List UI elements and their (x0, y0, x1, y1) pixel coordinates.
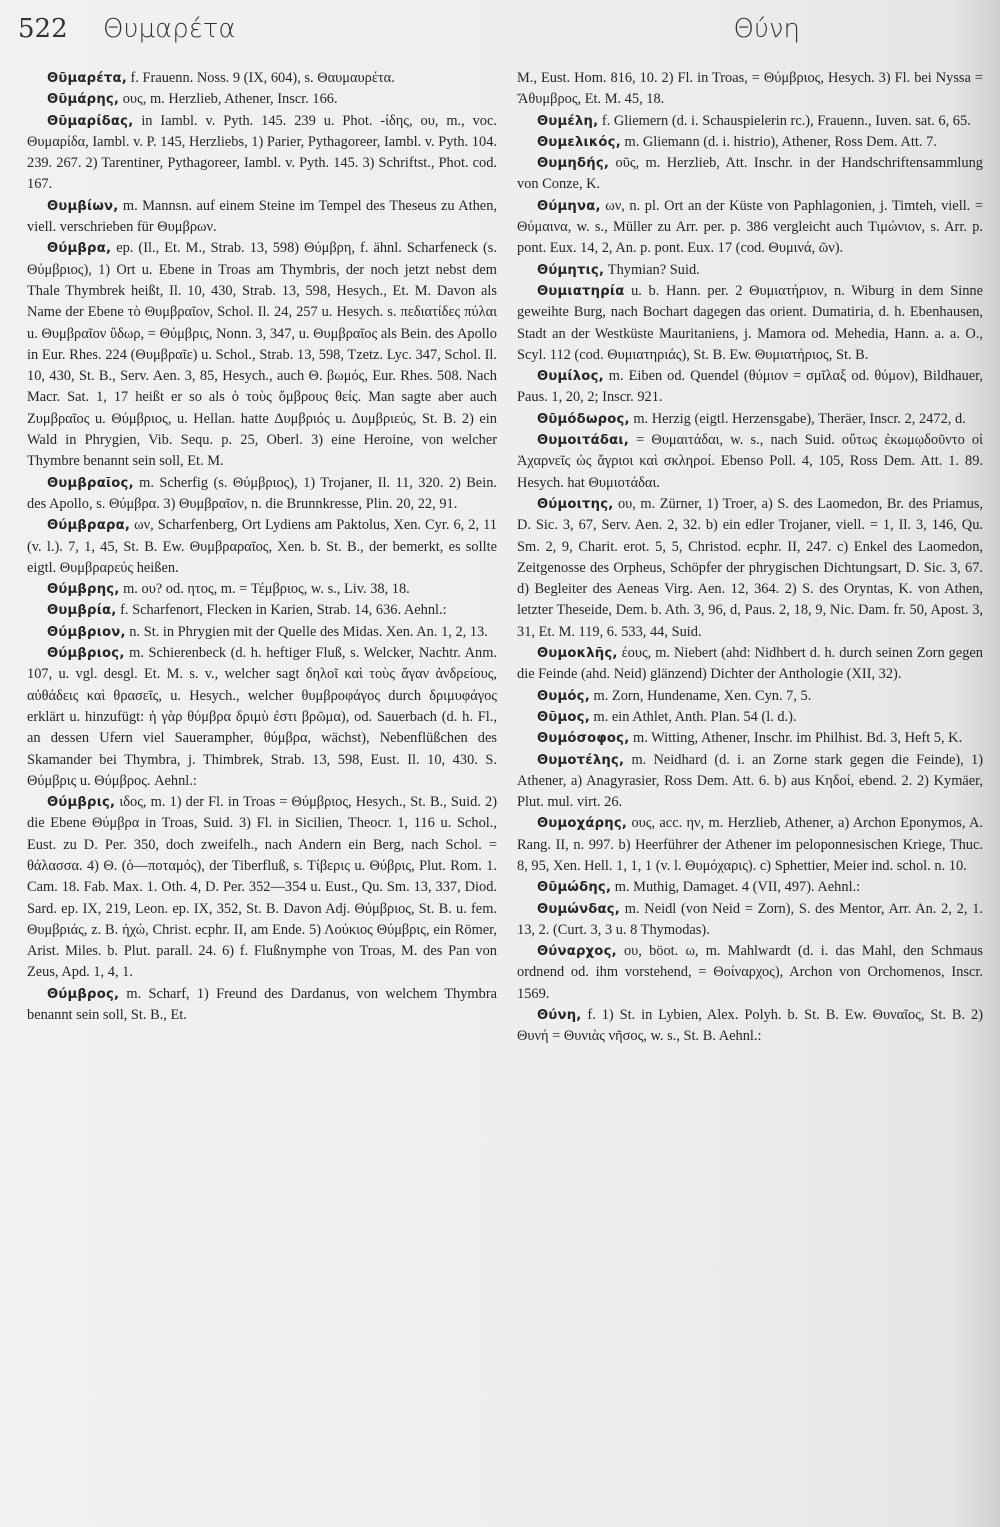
entry-headword: Θῡμαρίδας, (47, 113, 134, 129)
entry-headword: Θύμβρις, (47, 795, 116, 811)
dictionary-entry (27, 984, 497, 1027)
entry-headword: Θύμβρα, (47, 241, 112, 257)
entry-text: in Iambl. v. Pyth. 145. 239 u. Phot. -ίδης, ου, m., voc. Θυμαρίδα, Iambl. v. P. 145, Herzliebs, 1) Parier, Pythagoreer, Iambl. v. Pyth. 104. 239. 267. 2) Tarentiner, Pythagoreer, Iambl. v. Pyth. 145. 3) Schriftst., Phot. cod. 167. (27, 112, 497, 193)
entry-headword: Θυμοτέλης, (537, 752, 625, 768)
entry-text: f. Gliemern (d. i. Schauspielerin rc.), Frauenn., Iuven. sat. 6, 65. (598, 112, 971, 129)
entry-text: m. Scharf, 1) Freund des Dardanus, von welchem Thymbra benannt sein soll, St. B., Et. (27, 985, 497, 1024)
entry-text: οῦς, m. Herzlieb, Att. Inschr. in der Handschriftensammlung von Conze, K. (517, 155, 983, 193)
dictionary-entry (517, 409, 983, 430)
entry-text: m. Gliemann (d. i. histrio), Athener, Ross Dem. Att. 7. (620, 133, 937, 150)
entry-headword: Θύμητις, (537, 262, 605, 278)
entry-text: m. Schierenbeck (d. h. heftiger Fluß, s. Welcker, Nachtr. Anm. 107, u. vgl. desgl. Et. M. s. v., welcher sagt δηλοῖ καὶ τοὺς ἄγαν ἀνδρείους, αὐθάδεις καὶ θρασεῖς, u. Hesych., welcher θυμβροφάγος durch δριμυφάγος erklärt u. hinzufügt: ἡ γὰρ θύμβρα δριμὺ ἐστι βρῶμα), od. Sauerbach (d. h. Fl., an dessen Ufern viel Sauerampher, θύμβρα, wächst), Nebenflüßchen des Skamander bei Thymbra, j. Thimbrek, Strab. 13, 598, Eust. Il. 10, 430. S. Θύμβρις u. Θύμβρος. Aehnl.: (27, 645, 497, 789)
entry-text: έους, m. Niebert (ahd: Nidhbert d. h. durch seinen Zorn gegen die Feinde (ahd. Neid) glänzend) Dichter der Anthologie (XII, 32). (517, 645, 983, 683)
entry-text: f. Scharfenort, Flecken in Karien, Strab. 14, 636. Aehnl.: (116, 602, 447, 619)
entry-headword: Θύναρχος, (537, 944, 617, 960)
dictionary-entry (27, 68, 497, 89)
entry-text: ου, böot. ω, m. Mahlwardt (d. i. das Mahl, den Schmaus ordnend od. ihm vorstehend, = Θοίναρχος), Archon von Orchomenos, Inscr. 1569. (517, 943, 983, 1002)
dictionary-entry (517, 196, 983, 260)
entry-headword: Θυμβραῖος, (47, 475, 134, 491)
dictionary-entry (27, 238, 497, 472)
dictionary-entry (27, 515, 497, 579)
entry-text: m. Muthig, Damaget. 4 (VII, 497). Aehnl.: (611, 879, 861, 896)
entry-headword: Θῡμάρης, (47, 92, 120, 108)
dictionary-entry (517, 132, 983, 153)
entry-headword: Θύμοιτης, (537, 496, 614, 512)
entry-text: ου, m. Zürner, 1) Troer, a) S. des Laomedon, Br. des Priamus, D. Sic. 3, 67, Serv. Aen. 2, 32. b) ein edler Trojaner, viell. = 1, Il. 3, 146, Qu. Sm. 2, 9, Charit. erot. 5, 5, Christod. ecphr. II, 247. c) Enkel des Laomedon, Zeitgenosse des Orpheus, Schöpfer der phrygischen Dichtungsart, D. Sic. 3, 67. d) Begleiter des Aeneas Virg. Aen. 12, 364. 2) S. des Oryntas, K. von Athen, letzter Theseide, Dem. b. Ath. 3, 96, d, Paus. 2, 18, 9, Nic. Dam. fr. 50, Apost. 3, 31, Et. M. 119, 6. 533, 44, Suid. (517, 495, 983, 640)
dictionary-entry (517, 1005, 983, 1048)
right-column (517, 68, 983, 1048)
entry-headword: Θύμβραρα, (47, 518, 131, 534)
page-header (0, 10, 1000, 50)
dictionary-entry (27, 792, 497, 984)
entry-text: Thymian? Suid. (604, 261, 700, 278)
dictionary-entry (27, 600, 497, 621)
entry-text: m. ου? od. ητος, m. = Τέμβριος, w. s., Liv. 38, 18. (119, 581, 410, 598)
dictionary-entry (517, 941, 983, 1005)
entry-headword: Θυμοιτάδαι, (537, 433, 629, 449)
entry-headword: Θυμέλη, (537, 113, 599, 129)
entry-headword: Θύμβρος, (47, 986, 120, 1002)
dictionary-entry (517, 707, 983, 728)
dictionary-entry (27, 622, 497, 643)
guide-word-left: Θυμαρέτα (103, 14, 236, 44)
page-number: 522 (18, 14, 68, 44)
entry-text: ους, acc. ην, m. Herzlieb, Athener, a) Archon Eponymos, A. Rang. II, n. 997. b) Heerführer der Athener im peloponnesischen Kriege, Thuc. 8, 95, Xen. Hell. 1, 1, 1 (v. l. Θυμόχαρις). c) Sphettier, Meier ind. schol. n. 10. (517, 815, 983, 874)
left-column (27, 68, 497, 1026)
entry-headword: Θυμός, (537, 688, 590, 704)
entry-headword: Θύμβρης, (47, 582, 120, 598)
dictionary-entry (27, 196, 497, 239)
entry-headword: Θυμιατηρία (537, 283, 625, 299)
dictionary-entry (517, 728, 983, 749)
dictionary-entry (517, 899, 983, 942)
entry-text: ων, n. pl. Ort an der Küste von Paphlagonien, j. Timteh, viell. = Θύμαινα, w. s., Müller zu Arr. per. p. 386 vergleicht auch Τιμώνιον, s. Arr. p. pont. Eux. 14, 2, An. p. pont. Eux. 17 (cod. Θυμινά, ῶν). (517, 197, 983, 257)
dictionary-entry (27, 473, 497, 516)
entry-text: n. St. in Phrygien mit der Quelle des Midas. Xen. An. 1, 2, 13. (125, 623, 488, 640)
entry-headword: Θυμηδής, (537, 156, 610, 172)
dictionary-entry (27, 579, 497, 600)
entry-headword: Θύμβριος, (47, 646, 125, 662)
entry-text: m. Neidhard (d. i. an Zorne stark gegen die Feinde), 1) Athener, a) Anagyrasier, Ross Dem. Att. 6. b) aus Κηδοί, ebend. 2. 2) Kymäer, Plut. mul. virt. 26. (517, 751, 983, 811)
dictionary-entry (517, 366, 983, 409)
entry-text: m. Zorn, Hundename, Xen. Cyn. 7, 5. (589, 687, 812, 704)
entry-headword: Θύμβριον, (47, 624, 126, 640)
dictionary-entry (27, 89, 497, 110)
entry-text: f. Frauenn. Noss. 9 (IX, 604), s. Θαυμαυρέτα. (126, 70, 395, 86)
dictionary-entry (517, 430, 983, 494)
dictionary-entry (517, 750, 983, 814)
dictionary-entry (517, 686, 983, 707)
entry-headword: Θύμηνα, (537, 198, 601, 214)
entry-text: f. 1) St. in Lybien, Alex. Polyh. b. St. B. Ew. Θυναῖος, St. B. 2) Θυνή = Θυνιὰς νῆσος, w. s., St. B. Aehnl.: (517, 1007, 983, 1045)
entry-headword: Θύνη, (537, 1008, 582, 1024)
dictionary-entry (27, 643, 497, 792)
entry-text: m. ein Athlet, Anth. Plan. 54 (l. d.). (589, 708, 797, 725)
entry-text: m. Herzig (eigtl. Herzensgabe), Theräer, Inscr. 2, 2472, d. (629, 410, 966, 427)
dictionary-entry (517, 643, 983, 686)
dictionary-entry (517, 877, 983, 898)
entry-text: M., Eust. Hom. 816, 10. 2) Fl. in Troas, = Θύμβριος, Hesych. 3) Fl. bei Nyssa = Ἄθυμβρος, Et. M. 45, 18. (517, 70, 983, 108)
entry-text: m. Neidl (von Neid = Zorn), S. des Mentor, Arr. An. 2, 2, 1. 13, 2. (Curt. 3, 3 u. 8 Thymodas). (517, 900, 983, 938)
entry-headword: Θῦμος, (537, 709, 590, 725)
entry-headword: Θῡμόδωρος, (537, 411, 630, 427)
entry-headword: Θυμοκλῆς, (537, 646, 618, 662)
entry-text: ων, Scharfenberg, Ort Lydiens am Paktolus, Xen. Cyr. 6, 2, 11 (v. l.). 7, 1, 45, St. B. Ew. Θυμβραραῖος, Xen. b. St. B., der bemerkt, es sollte eigtl. Θυμβραρεύς heißen. (27, 517, 497, 576)
entry-text: m. Eiben od. Quendel (θύμιον = σμῖλαξ od. θύμον), Bildhauer, Paus. 1, 20, 2; Inscr. 921. (517, 368, 983, 406)
entry-headword: Θυμελικός, (537, 134, 621, 150)
dictionary-entry (517, 111, 983, 132)
dictionary-entry (517, 494, 983, 643)
entry-text: m. Mannsn. auf einem Steine im Tempel des Theseus zu Athen, viell. verschrieben für Θυμβρων. (27, 197, 497, 236)
dictionary-entry (517, 153, 983, 196)
entry-text: m. Witting, Athener, Inschr. im Philhist. Bd. 3, Heft 5, K. (629, 730, 963, 747)
entry-headword: Θυμίλος, (537, 369, 604, 385)
dictionary-entry (27, 111, 497, 196)
entry-text: ιδος, m. 1) der Fl. in Troas = Θύμβριος, Hesych., St. B., Suid. 2) die Ebene Θύμβρα in Troas, Suid. 3) Fl. in Sicilien, Theocr. 1, 116 u. Schol., Eust. zu D. Per. 350, doch zweifelh., nach Andern ein Berg, nach Schol. = θάλασσα. 4) Θ. (ὁ—ποταμός), der Tiberfluß, s. Τίβερις u. Θύβρις, Plut. Rom. 1. Cam. 18. Fab. Max. 1. Oth. 4, D. Per. 352—354 u. Eust., Qu. Sm. 13, 337, Diod. Sard. ep. IX, 219, Leon. ep. IX, 352, St. B. Davon Adj. Θύμβριος, St. B. u. fem. Θυμβριάς, z. B. ἠχώ, Christ. ecphr. II, am Ende. 5) Λούκιος Θύμβρις, ein Römer, Arist. Miles. b. Plut. parall. 24. 6) f. Flußnymphe von Troas, M. des Pan von Zeus, Apd. 1, 4, 1. (27, 794, 497, 981)
entry-text: u. b. Hann. per. 2 Θυμιατήριον, n. Wiburg in dem Sinne geweihte Burg, nach Bochart dagegen das orient. Dumatiria, d. h. Ebenhausen, Stadt an der Westküste Mauritaniens, j. Mamora od. Mehedia, Hann. a. a. O., Scyl. 112 (cod. Θυμιατηριάς), St. B. Ew. Θυμιατήριος, St. B. (517, 282, 983, 363)
entry-text: ep. (Il., Et. M., Strab. 13, 598) Θύμβρη, f. ähnl. Scharfeneck (s. Θύμβριος), 1) Ort u. Ebene in Troas am Thymbris, der noch jetzt nebst dem Thale Thymbrek heißt, Il. 10, 430, Strab. 13, 598, Hesych., Et. M. Davon als Name der Ebene τὸ Θυμβραῖον, Schol. Il. 24, 257 u. Hesych. s. πεδιατίδες πύλαι u. Θυμβραῖον ὕδωρ, = Θύμβρις, Nonn. 3, 347, u. Θυμβραῖος als Bein. des Apollo in Eur. Rhes. 224 (Θυμβραῖε) u. Schol., Strab. 13, 598, Tzetz. Lyc. 347, Schol. Il. 10, 430, St. B., Serv. Aen. 3, 85, Hesych., auch Θ. βωμός, Eur. Rhes. 508. Nach Macr. Sat. 1, 17 heißt er so als ὁ τοὺς ὄμβρους θείς. Man sagte aber auch Ζυμβραῖος u. Θύμβριος, u. Hellan. hatte Δυμβριός u. Δυμβριεύς, St. B. 2) ein Wald in Phrygien, Vib. Sequ. p. 25, Oberl. 3) eine Heroine, von welcher Thymbre benannt sein soll, Et. M. (27, 240, 497, 470)
entry-text: ους, m. Herzlieb, Athener, Inscr. 166. (119, 91, 338, 108)
entry-headword: Θυμώνδας, (537, 901, 621, 917)
dictionary-entry (517, 260, 983, 281)
entry-headword: Θυμοχάρης, (537, 816, 628, 832)
dictionary-entry (517, 813, 983, 877)
entry-headword: Θῡμαρέτα, (47, 71, 127, 86)
dictionary-entry (517, 68, 983, 111)
entry-headword: Θῡμώδης, (537, 880, 612, 896)
dictionary-entry (517, 281, 983, 366)
entry-headword: Θυμόσοφος, (537, 731, 630, 747)
entry-headword: Θυμβρία, (47, 603, 117, 619)
entry-text: = Θυμαιτάδαι, w. s., nach Suid. οὕτως ἐκωμῳδοῦντο οἱ Ἀχαρνεῖς ὡς ἄγριοι καὶ σκληροί. Ebenso Poll. 4, 105, Ross Dem. Att. 1. 89. Hesych. hat Θυμιοτάδαι. (517, 432, 983, 491)
guide-word-right: Θύνη (733, 14, 800, 44)
entry-headword: Θυμβίων, (47, 198, 119, 214)
entry-text: m. Scherfig (s. Θύμβριος), 1) Trojaner, Il. 11, 320. 2) Bein. des Apollo, s. Θύμβρα. 3) Θυμβραῖον, n. die Brunnkresse, Plin. 20, 22, 91. (27, 474, 497, 512)
